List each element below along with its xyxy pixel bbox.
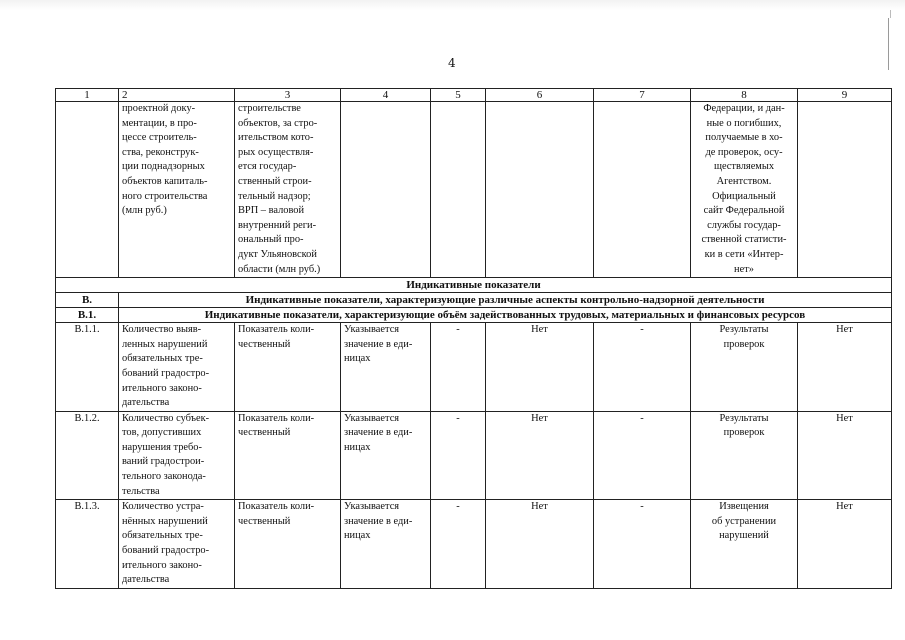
indicator-type: Показатель коли- чественный xyxy=(235,500,341,589)
column-number: 7 xyxy=(594,89,691,102)
column-number-row xyxy=(56,89,892,102)
indicator-formula: Указывается значение в еди- ницах xyxy=(341,500,431,589)
continuation-row xyxy=(56,102,892,278)
column-number: 1 xyxy=(56,89,119,102)
table-cell: - xyxy=(431,411,486,500)
data-source-continued: Федерации, и дан- ные о погибших, получаемые в хо- де проверок, осу- ществляемых Агентством. Официальный сайт Федеральной службы государ- ственной статисти- ки в сети «Интер- нет» xyxy=(691,102,798,278)
table-cell: Нет xyxy=(798,323,892,412)
table-row xyxy=(56,500,892,589)
table-cell: - xyxy=(594,323,691,412)
table-cell: - xyxy=(431,323,486,412)
column-number: 3 xyxy=(235,89,341,102)
indicator-code: В.1.2. xyxy=(56,411,119,500)
indicators-table xyxy=(55,88,892,589)
section-b1-row xyxy=(56,308,892,323)
indicator-formula: Указывается значение в еди- ницах xyxy=(341,411,431,500)
section-b-row xyxy=(56,293,892,308)
indicator-name: Количество субъек- тов, допустивших нарушения требо- ваний градострои- тельного законода- тельства xyxy=(119,411,235,500)
table-cell: - xyxy=(594,411,691,500)
table-cell xyxy=(431,102,486,278)
indicator-name: Количество выяв- ленных нарушений обязательных тре- бований градостро- ительного законо- дательства xyxy=(119,323,235,412)
scan-artifact xyxy=(890,10,891,18)
column-number: 8 xyxy=(691,89,798,102)
section-title: Индикативные показатели, характеризующие объём задействованных трудовых, материальных и финансовых ресурсов xyxy=(119,308,892,323)
table-cell: - xyxy=(431,500,486,589)
table-row xyxy=(56,323,892,412)
column-number: 4 xyxy=(341,89,431,102)
table-cell: Нет xyxy=(486,411,594,500)
table-cell: Нет xyxy=(486,500,594,589)
data-source: Результаты проверок xyxy=(691,323,798,412)
column-number: 9 xyxy=(798,89,892,102)
table-cell: Нет xyxy=(486,323,594,412)
indicator-name-continued: проектной доку- ментации, в про- цессе строитель- ства, реконструк- ции поднадзорных объектов капиталь- ного строительства (млн руб.) xyxy=(119,102,235,278)
table-cell xyxy=(56,102,119,278)
column-number: 6 xyxy=(486,89,594,102)
indicator-type: Показатель коли- чественный xyxy=(235,323,341,412)
scan-artifact xyxy=(888,18,889,70)
table-cell xyxy=(486,102,594,278)
data-source: Извещения об устранении нарушений xyxy=(691,500,798,589)
column-number: 2 xyxy=(119,89,235,102)
page-number: 4 xyxy=(448,56,456,70)
indicator-name: Количество устра- нённых нарушений обязательных тре- бований градостро- ительного законо- дательства xyxy=(119,500,235,589)
section-title: Индикативные показатели, характеризующие различные аспекты контрольно-надзорной деятельности xyxy=(119,293,892,308)
table-cell xyxy=(594,102,691,278)
table-cell: - xyxy=(594,500,691,589)
indicator-formula-continued: строительстве объектов, за стро- ительством кото- рых осуществля- ется государ- ственный строи- тельный надзор; ВРП – валовой внутренний реги- ональный про- дукт Ульяновской области (млн руб.) xyxy=(235,102,341,278)
table-cell xyxy=(798,102,892,278)
indicator-code: В.1.1. xyxy=(56,323,119,412)
indicator-type: Показатель коли- чественный xyxy=(235,411,341,500)
table-cell: Нет xyxy=(798,411,892,500)
table-cell: Нет xyxy=(798,500,892,589)
table-cell xyxy=(341,102,431,278)
section-header: Индикативные показатели xyxy=(56,278,892,293)
table-row xyxy=(56,411,892,500)
section-code: В.1. xyxy=(56,308,119,323)
data-source: Результаты проверок xyxy=(691,411,798,500)
column-number: 5 xyxy=(431,89,486,102)
indicator-code: В.1.3. xyxy=(56,500,119,589)
section-code: В. xyxy=(56,293,119,308)
section-header-row xyxy=(56,278,892,293)
scan-top-edge xyxy=(0,0,905,10)
indicator-formula: Указывается значение в еди- ницах xyxy=(341,323,431,412)
